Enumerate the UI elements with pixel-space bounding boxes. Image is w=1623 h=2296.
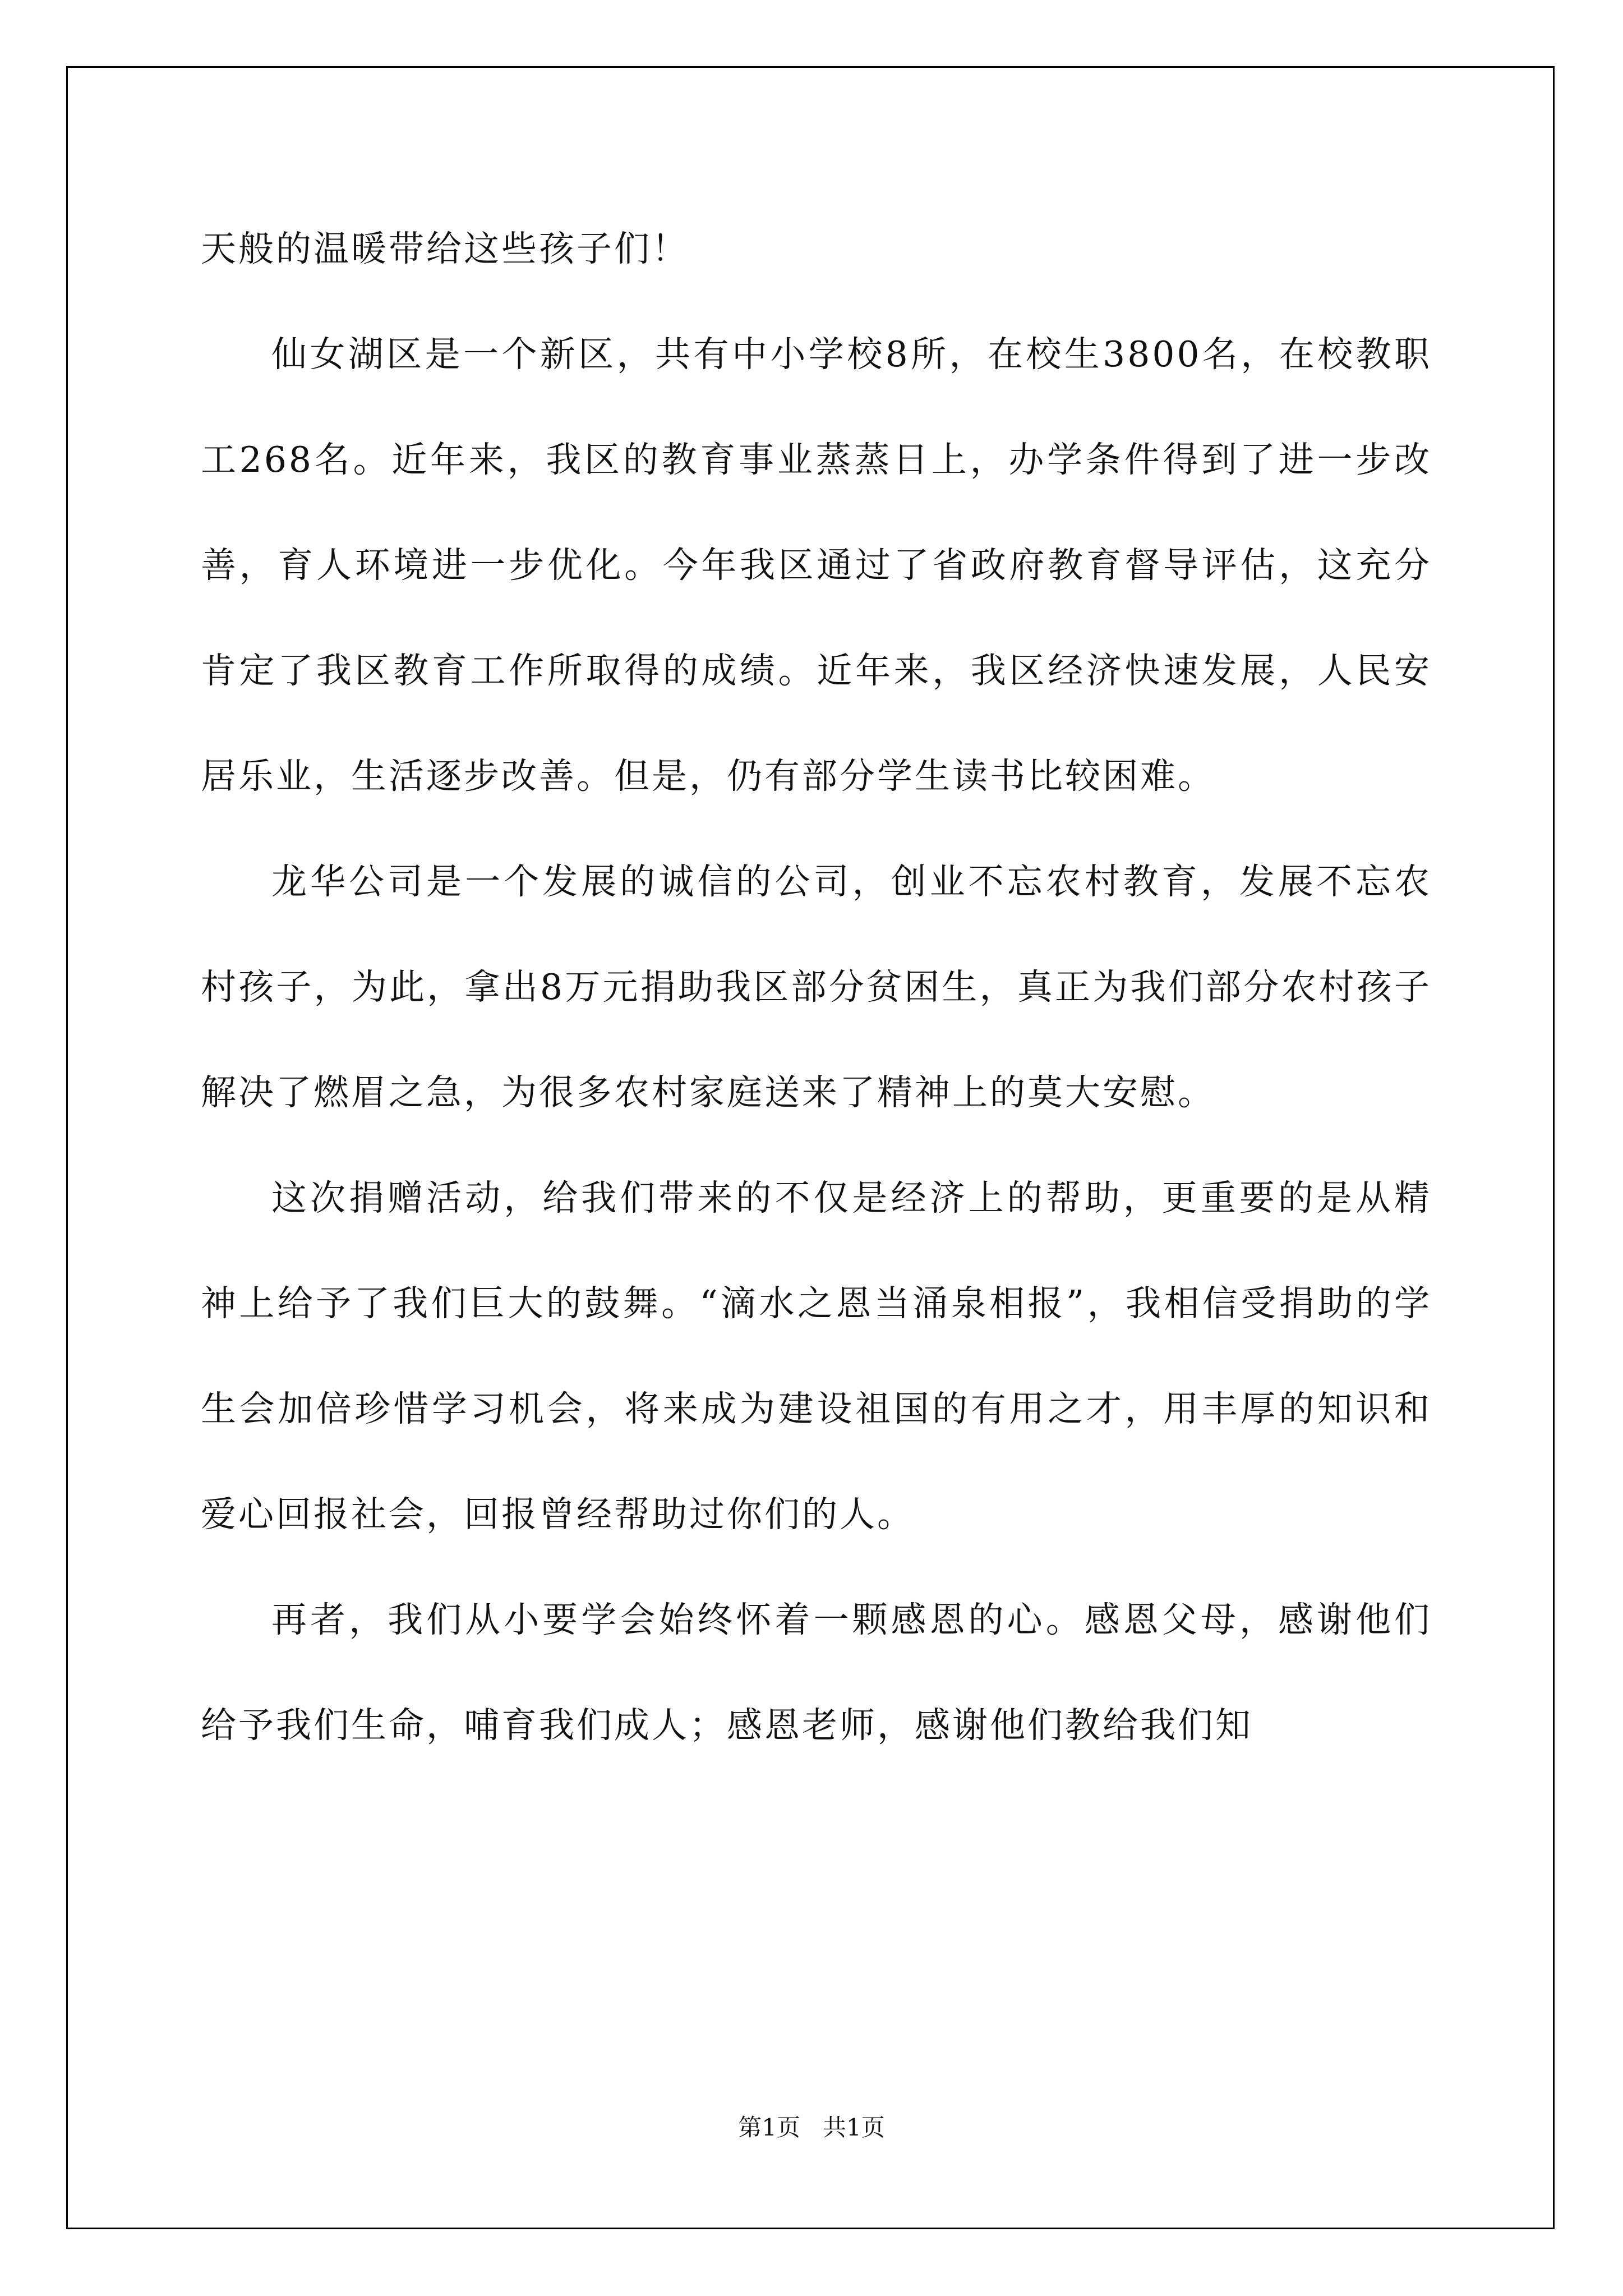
page-number-current: 第1页 [738, 2114, 800, 2141]
paragraph-5: 再者，我们从小要学会始终怀着一颗感恩的心。感恩父母，感谢他们给予我们生命，哺育我们成人；感恩老师，感谢他们教给我们知 [201, 1599, 1432, 1746]
paragraph-4: 这次捐赠活动，给我们带来的不仅是经济上的帮助，更重要的是从精神上给予了我们巨大的鼓舞。“滴水之恩当涌泉相报”，我相信受捐助的学生会加倍珍惜学习机会，将来成为建设祖国的有用之才，用丰厚的知识和爱心回报社会，回报曾经帮助过你们的人。 [201, 1177, 1432, 1535]
document-body [201, 196, 1432, 1778]
paragraph-3: 龙华公司是一个发展的诚信的公司，创业不忘农村教育，发展不忘农村孩子，为此，拿出8万元捐助我区部分贫困生，真正为我们部分农村孩子解决了燃眉之急，为很多农村家庭送来了精神上的莫大安慰。 [201, 861, 1432, 1113]
paragraph-2: 仙女湖区是一个新区，共有中小学校8所，在校生3800名，在校教职工268名。近年来，我区的教育事业蒸蒸日上，办学条件得到了进一步改善，育人环境进一步优化。今年我区通过了省政府教育督导评估，这充分肯定了我区教育工作所取得的成绩。近年来，我区经济快速发展，人民安居乐业，生活逐步改善。但是，仍有部分学生读书比较困难。 [201, 334, 1432, 797]
page-footer [0, 2109, 1623, 2143]
paragraph-1: 天般的温暖带给这些孩子们！ [201, 228, 689, 269]
page-number-total: 共1页 [823, 2114, 885, 2141]
